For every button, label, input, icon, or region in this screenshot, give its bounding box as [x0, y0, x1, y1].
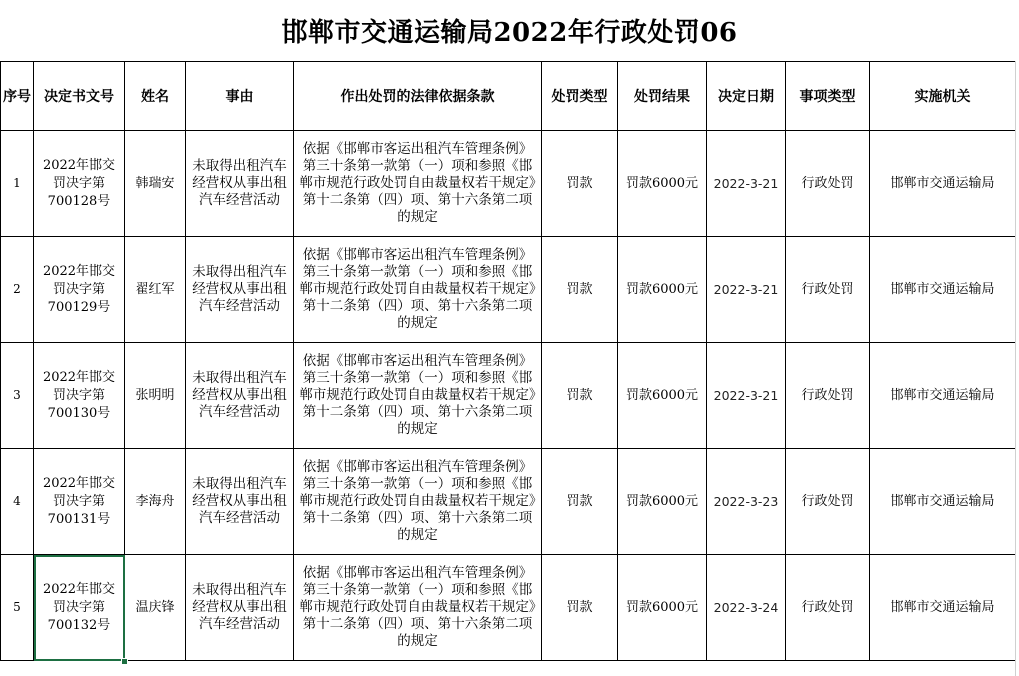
cell-reason[interactable]: 未取得出租汽车经营权从事出租汽车经营活动	[186, 131, 294, 237]
cell-date[interactable]: 2022-3-21	[707, 237, 786, 343]
cell-type[interactable]: 罚款	[542, 449, 618, 555]
header-cell-type[interactable]: 处罚类型	[542, 62, 618, 131]
cell-category[interactable]: 行政处罚	[786, 449, 870, 555]
cell-no[interactable]: 1	[1, 131, 34, 237]
cell-date[interactable]: 2022-3-24	[707, 555, 786, 661]
cell-agency[interactable]: 邯郸市交通运输局	[870, 449, 1016, 555]
cell-no[interactable]: 3	[1, 343, 34, 449]
cell-agency[interactable]: 邯郸市交通运输局	[870, 131, 1016, 237]
cell-reason[interactable]: 未取得出租汽车经营权从事出租汽车经营活动	[186, 555, 294, 661]
cell-reason[interactable]: 未取得出租汽车经营权从事出租汽车经营活动	[186, 237, 294, 343]
cell-date[interactable]: 2022-3-21	[707, 131, 786, 237]
cell-category[interactable]: 行政处罚	[786, 131, 870, 237]
cell-basis[interactable]: 依据《邯郸市客运出租汽车管理条例》第三十条第一款第（一）项和参照《邯郸市规范行政处罚自由裁量权若干规定》第十二条第（四）项、第十六条第二项的规定	[294, 555, 542, 661]
table-row	[1, 555, 1016, 661]
cell-reason[interactable]: 未取得出租汽车经营权从事出租汽车经营活动	[186, 449, 294, 555]
header-cell-agency[interactable]: 实施机关	[870, 62, 1016, 131]
cell-no[interactable]: 4	[1, 449, 34, 555]
header-cell-basis[interactable]: 作出处罚的法律依据条款	[294, 62, 542, 131]
cell-basis[interactable]: 依据《邯郸市客运出租汽车管理条例》第三十条第一款第（一）项和参照《邯郸市规范行政处罚自由裁量权若干规定》第十二条第（四）项、第十六条第二项的规定	[294, 131, 542, 237]
header-cell-name[interactable]: 姓名	[125, 62, 186, 131]
header-cell-reason[interactable]: 事由	[186, 62, 294, 131]
cell-result[interactable]: 罚款6000元	[618, 449, 707, 555]
cell-basis[interactable]: 依据《邯郸市客运出租汽车管理条例》第三十条第一款第（一）项和参照《邯郸市规范行政处罚自由裁量权若干规定》第十二条第（四）项、第十六条第二项的规定	[294, 237, 542, 343]
header-cell-category[interactable]: 事项类型	[786, 62, 870, 131]
header-row	[1, 62, 1016, 131]
cell-doc[interactable]: 2022年邯交罚决字第700129号	[34, 237, 125, 343]
cell-doc[interactable]: 2022年邯交罚决字第700128号	[34, 131, 125, 237]
cell-basis[interactable]: 依据《邯郸市客运出租汽车管理条例》第三十条第一款第（一）项和参照《邯郸市规范行政处罚自由裁量权若干规定》第十二条第（四）项、第十六条第二项的规定	[294, 343, 542, 449]
cell-name[interactable]: 李海舟	[125, 449, 186, 555]
cell-doc-selected[interactable]: 2022年邯交罚决字第700132号	[34, 555, 125, 661]
fill-handle[interactable]	[121, 658, 128, 665]
table-row	[1, 449, 1016, 555]
cell-category[interactable]: 行政处罚	[786, 237, 870, 343]
cell-doc[interactable]: 2022年邯交罚决字第700131号	[34, 449, 125, 555]
cell-type[interactable]: 罚款	[542, 343, 618, 449]
cell-result[interactable]: 罚款6000元	[618, 343, 707, 449]
cell-name[interactable]: 温庆锋	[125, 555, 186, 661]
cell-doc[interactable]: 2022年邯交罚决字第700130号	[34, 343, 125, 449]
cell-category[interactable]: 行政处罚	[786, 555, 870, 661]
cell-reason[interactable]: 未取得出租汽车经营权从事出租汽车经营活动	[186, 343, 294, 449]
table-row	[1, 131, 1016, 237]
cell-category[interactable]: 行政处罚	[786, 343, 870, 449]
cell-date[interactable]: 2022-3-21	[707, 343, 786, 449]
cell-no[interactable]: 5	[1, 555, 34, 661]
header-cell-no[interactable]: 序号	[1, 62, 34, 131]
cell-result[interactable]: 罚款6000元	[618, 555, 707, 661]
cell-date[interactable]: 2022-3-23	[707, 449, 786, 555]
cell-name[interactable]: 韩瑞安	[125, 131, 186, 237]
next-column-gridline	[1015, 61, 1019, 676]
cell-type[interactable]: 罚款	[542, 131, 618, 237]
cell-agency[interactable]: 邯郸市交通运输局	[870, 555, 1016, 661]
cell-result[interactable]: 罚款6000元	[618, 237, 707, 343]
header-cell-date[interactable]: 决定日期	[707, 62, 786, 131]
cell-no[interactable]: 2	[1, 237, 34, 343]
penalty-table	[0, 61, 1016, 661]
cell-type[interactable]: 罚款	[542, 555, 618, 661]
table-row	[1, 237, 1016, 343]
cell-agency[interactable]: 邯郸市交通运输局	[870, 237, 1016, 343]
cell-name[interactable]: 翟红军	[125, 237, 186, 343]
header-cell-result[interactable]: 处罚结果	[618, 62, 707, 131]
cell-basis[interactable]: 依据《邯郸市客运出租汽车管理条例》第三十条第一款第（一）项和参照《邯郸市规范行政处罚自由裁量权若干规定》第十二条第（四）项、第十六条第二项的规定	[294, 449, 542, 555]
cell-agency[interactable]: 邯郸市交通运输局	[870, 343, 1016, 449]
cell-type[interactable]: 罚款	[542, 237, 618, 343]
table-row	[1, 343, 1016, 449]
cell-name[interactable]: 张明明	[125, 343, 186, 449]
header-cell-doc[interactable]: 决定书文号	[34, 62, 125, 131]
sheet-title[interactable]: 邯郸市交通运输局2022年行政处罚06	[281, 18, 738, 48]
cell-result[interactable]: 罚款6000元	[618, 131, 707, 237]
